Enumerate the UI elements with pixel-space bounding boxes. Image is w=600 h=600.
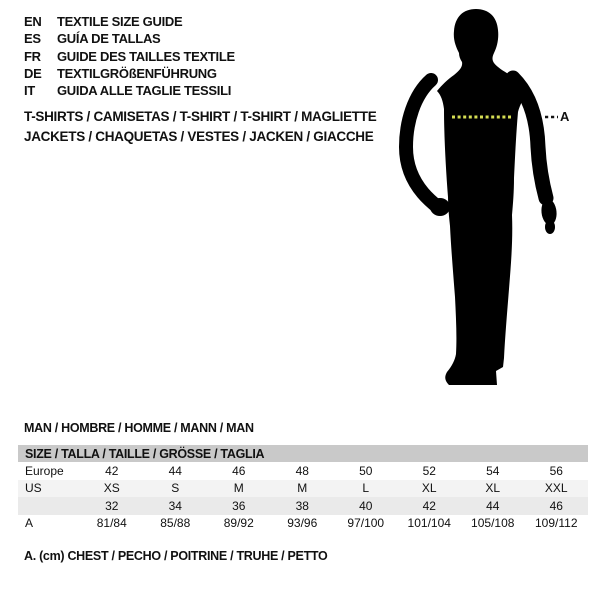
man-right-fingers-shape bbox=[545, 220, 555, 234]
size-value: S bbox=[171, 481, 180, 496]
size-value: 89/92 bbox=[223, 516, 254, 531]
row-label: A bbox=[25, 516, 34, 531]
language-title: TEXTILGRÖßENFÜHRUNG bbox=[57, 65, 217, 81]
category-line-jackets: JACKETS / CHAQUETAS / VESTES / JACKEN / GIACCHE bbox=[24, 129, 374, 144]
size-value: 56 bbox=[549, 463, 563, 478]
table-row-chest-a bbox=[18, 515, 588, 533]
size-value: 36 bbox=[232, 498, 246, 513]
size-value: 48 bbox=[295, 463, 309, 478]
size-value: 105/108 bbox=[471, 516, 515, 531]
size-value: 44 bbox=[168, 463, 182, 478]
section-title-man: MAN / HOMBRE / HOMME / MANN / MAN bbox=[24, 421, 254, 435]
row-label: Europe bbox=[25, 463, 64, 478]
size-value: 52 bbox=[422, 463, 436, 478]
size-value: XL bbox=[421, 481, 437, 496]
table-row-uk bbox=[18, 497, 588, 515]
language-code: IT bbox=[24, 83, 35, 99]
man-right-arm-shape bbox=[513, 78, 546, 198]
language-code: DE bbox=[24, 65, 42, 81]
chest-measure-label: A bbox=[560, 109, 570, 124]
size-value: 42 bbox=[105, 463, 119, 478]
man-left-arm-shape bbox=[406, 80, 439, 208]
size-value: 93/96 bbox=[287, 516, 318, 531]
size-value: 54 bbox=[486, 463, 500, 478]
size-value: 44 bbox=[486, 498, 500, 513]
size-value: 97/100 bbox=[347, 516, 385, 531]
size-value: 46 bbox=[549, 498, 563, 513]
size-value: 46 bbox=[232, 463, 246, 478]
language-code: ES bbox=[24, 31, 41, 47]
size-value: 42 bbox=[422, 498, 436, 513]
size-value: XXL bbox=[544, 481, 568, 496]
category-line-tshirts: T-SHIRTS / CAMISETAS / T-SHIRT / T-SHIRT / MAGLIETTE bbox=[24, 109, 377, 124]
language-title: GUIDA ALLE TAGLIE TESSILI bbox=[57, 83, 232, 99]
table-row-europe bbox=[18, 462, 588, 480]
measurement-footnote: A. (cm) CHEST / PECHO / POITRINE / TRUHE / PETTO bbox=[24, 549, 328, 563]
size-value: 85/88 bbox=[160, 516, 191, 531]
language-title: TEXTILE SIZE GUIDE bbox=[57, 14, 183, 29]
size-value: M bbox=[233, 481, 244, 496]
man-body-shape bbox=[437, 9, 528, 385]
table-row-us bbox=[18, 480, 588, 498]
size-value: XL bbox=[485, 481, 501, 496]
row-label: US bbox=[25, 481, 42, 496]
size-table-header: SIZE / TALLA / TAILLE / GRÖSSE / TAGLIA bbox=[18, 445, 588, 462]
man-left-hand-shape bbox=[430, 198, 450, 216]
size-value: 38 bbox=[295, 498, 309, 513]
size-value: L bbox=[362, 481, 370, 496]
language-title: GUIDE DES TAILLES TEXTILE bbox=[57, 48, 235, 64]
size-value: 34 bbox=[168, 498, 182, 513]
size-value: 32 bbox=[105, 498, 119, 513]
size-value: 101/104 bbox=[407, 516, 451, 531]
language-title: GUÍA DE TALLAS bbox=[57, 31, 161, 47]
language-code: FR bbox=[24, 48, 41, 64]
size-value: XS bbox=[103, 481, 120, 496]
size-table bbox=[18, 445, 588, 532]
size-value: M bbox=[297, 481, 308, 496]
size-value: 50 bbox=[359, 463, 373, 478]
size-value: 109/112 bbox=[535, 516, 578, 531]
language-code: EN bbox=[24, 14, 42, 29]
size-value: 81/84 bbox=[96, 516, 127, 531]
size-value: 40 bbox=[359, 498, 373, 513]
